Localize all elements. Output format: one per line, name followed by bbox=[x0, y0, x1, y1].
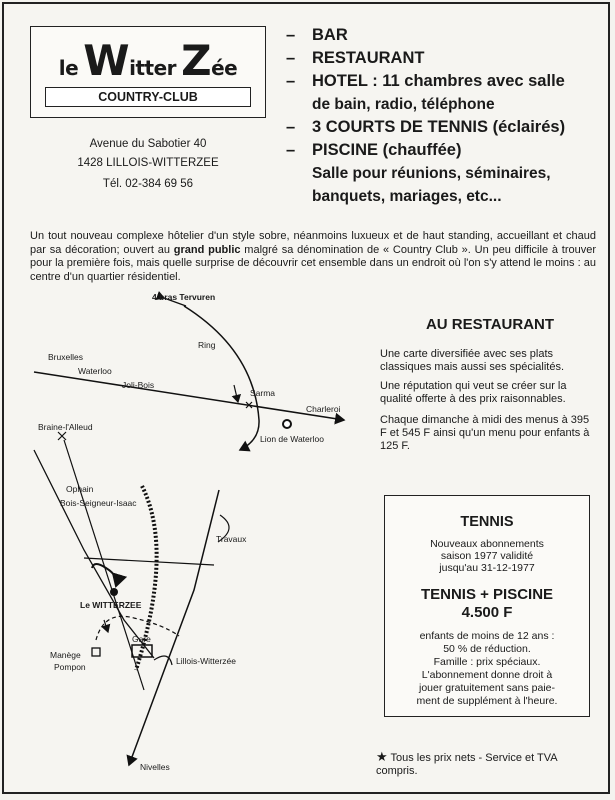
map-label-lion: Lion de Waterloo bbox=[260, 434, 324, 444]
tennis-combo: TENNIS + PISCINE bbox=[420, 586, 554, 603]
services-list bbox=[286, 24, 606, 208]
map-label-joli-bois: Joli-Bois bbox=[122, 380, 155, 390]
logo-witter: itter bbox=[129, 56, 177, 80]
logo-w: W bbox=[83, 36, 130, 85]
tennis-line-5: 50 % de réduction. bbox=[443, 643, 531, 655]
small-arrow-1 bbox=[104, 620, 108, 632]
service-restaurant: – RESTAURANT bbox=[286, 49, 425, 67]
main-road bbox=[34, 372, 344, 420]
tennis-line-9: ment de supplément à l'heure. bbox=[416, 695, 558, 707]
logo-box bbox=[30, 26, 266, 118]
sarma-arrow bbox=[234, 385, 238, 402]
map-drawing bbox=[24, 290, 374, 790]
map-label-lillois: Lillois-Witterzée bbox=[176, 656, 236, 666]
map-label-charleroi: Charleroi bbox=[306, 404, 341, 414]
witterzee-arrow bbox=[92, 564, 117, 586]
lion-symbol bbox=[283, 420, 291, 428]
service-hotel: – HOTEL : 11 chambres avec salle bbox=[286, 72, 565, 90]
logo-ee: ée bbox=[211, 56, 238, 80]
map-label-tervuren: 4 bras Tervuren bbox=[152, 292, 216, 302]
address-street: Avenue du Sabotier 40 bbox=[89, 138, 207, 150]
star-icon: ★ bbox=[376, 749, 388, 764]
map-label-sarma: Sarma bbox=[250, 388, 276, 398]
service-tennis: – 3 COURTS DE TENNIS (éclairés) bbox=[286, 118, 566, 136]
tennis-price: 4.500 F bbox=[461, 604, 513, 621]
price-note bbox=[376, 750, 600, 778]
tennis-box bbox=[384, 495, 590, 717]
advertisement-page bbox=[2, 2, 610, 794]
map-label-bruxelles: Bruxelles bbox=[48, 352, 83, 362]
map-label-braine: Braine-l'Alleud bbox=[38, 422, 93, 432]
tennis-line-1: Nouveaux abonnements bbox=[430, 538, 544, 550]
logo-prefix: le bbox=[58, 56, 79, 80]
intro-paragraph: Un tout nouveau complexe hôtelier d'un style sobre, néanmoins luxueux et de haut standing, accueillant et chaud par sa décoration; ouvert au grand public malgré sa dénomination de « Country Club ». Un peu difficile à trouver pour la première fois, mais quelle surprise de découvrir cet ensemble dans un endroit où l'on s'y attend le moins : au centre d'un quartier résidentiel. bbox=[30, 230, 597, 283]
map-label-ophain: Ophain bbox=[66, 484, 94, 494]
service-salle-detail: banquets, mariages, etc... bbox=[312, 188, 502, 205]
address-city: 1428 LILLOIS-WITTERZEE bbox=[77, 157, 219, 169]
restaurant-paragraph-2: Une réputation qui veut se créer sur la qualité offerte à des prix raisonnables. bbox=[380, 380, 567, 405]
tennis-heading: TENNIS bbox=[460, 514, 514, 530]
tennis-line-2: saison 1977 validité bbox=[440, 550, 534, 562]
map-label-manege: Manège bbox=[50, 650, 81, 660]
service-bar: – BAR bbox=[286, 26, 348, 44]
map-label-pompon: Pompon bbox=[54, 662, 86, 672]
tennis-line-3: jusqu'au 31-12-1977 bbox=[439, 562, 535, 574]
service-piscine: – PISCINE (chauffée) bbox=[286, 141, 462, 159]
tennis-line-4: enfants de moins de 12 ans : bbox=[419, 630, 555, 642]
map-label-bois-seigneur: Bois-Seigneur-Isaac bbox=[60, 498, 137, 508]
braine-cross bbox=[58, 432, 66, 440]
ophain-road bbox=[34, 450, 154, 658]
map-label-ring: Ring bbox=[198, 340, 216, 350]
logo-wordmark bbox=[31, 36, 265, 85]
map-label-nivelles: Nivelles bbox=[140, 762, 170, 772]
country-club-label: COUNTRY-CLUB bbox=[45, 87, 251, 107]
ring-road bbox=[184, 306, 259, 450]
price-note-text: Tous les prix nets - Service et TVA compris. bbox=[376, 752, 558, 777]
road-to-nivelles bbox=[129, 490, 219, 765]
map-label-travaux: Travaux bbox=[216, 534, 247, 544]
location-map bbox=[24, 290, 374, 790]
witterzee-dot bbox=[110, 588, 118, 596]
map-label-waterloo: Waterloo bbox=[78, 366, 112, 376]
service-salle: Salle pour réunions, séminaires, bbox=[312, 165, 551, 182]
intro-bold: grand public bbox=[173, 243, 241, 256]
service-hotel-detail: de bain, radio, téléphone bbox=[312, 96, 495, 113]
tennis-line-6: Famille : prix spéciaux. bbox=[433, 656, 541, 668]
address-phone: Tél. 02-384 69 56 bbox=[102, 178, 194, 190]
restaurant-paragraph-1: Une carte diversifiée avec ses plats classiques mais aussi ses spécialités. bbox=[380, 348, 565, 373]
restaurant-heading: AU RESTAURANT bbox=[425, 316, 555, 333]
tennis-line-8: jouer gratuitement sans paie- bbox=[419, 682, 555, 694]
restaurant-paragraph-3: Chaque dimanche à midi des menus à 395 F et 545 F ainsi qu'un menu pour enfants à 125 F. bbox=[380, 414, 590, 452]
map-label-gare: Gare bbox=[132, 634, 151, 644]
tennis-line-7: L'abonnement donne droit à bbox=[421, 669, 553, 681]
map-label-witterzee: Le WITTERZEE bbox=[80, 600, 142, 610]
logo-z: Z bbox=[181, 36, 212, 85]
manege-symbol bbox=[92, 648, 100, 656]
